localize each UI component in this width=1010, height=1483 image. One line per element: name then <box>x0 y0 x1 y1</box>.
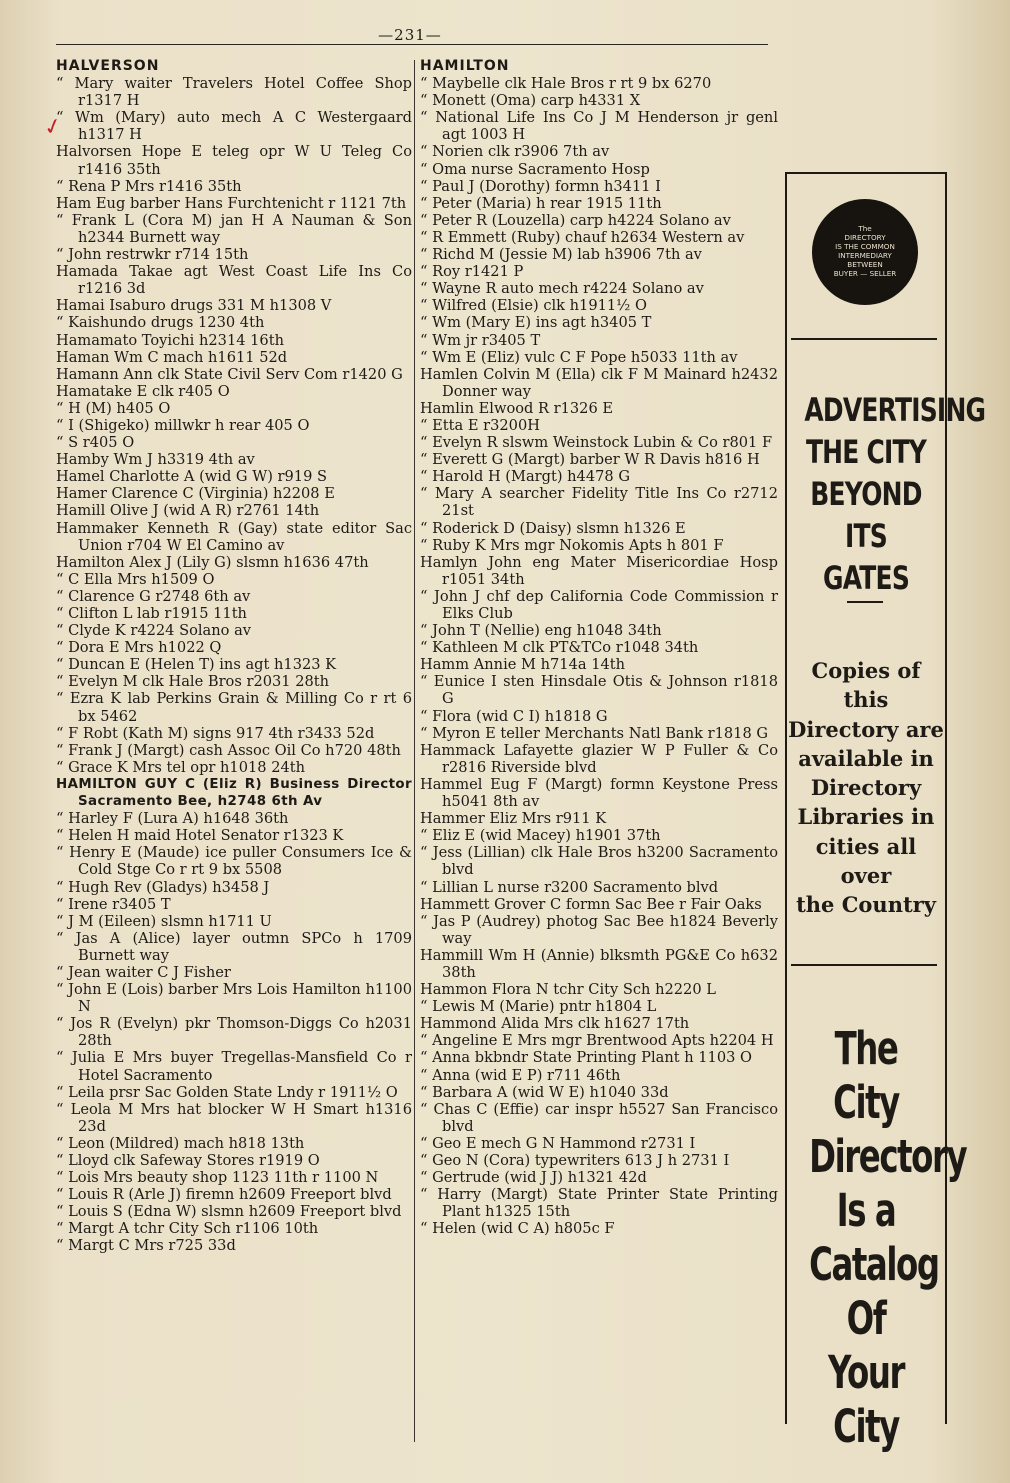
directory-entry: Hammond Alida Mrs clk h1627 17th <box>420 1015 690 1033</box>
directory-entry: Ham Eug barber Hans Furchtenicht r 1121 7th <box>56 194 407 212</box>
ad-line: BEYOND <box>810 475 922 513</box>
section-heading: HAMILTON <box>420 58 510 74</box>
directory-entry: “ Hugh Rev (Gladys) h3458 J <box>56 878 270 896</box>
directory-entry: “ Paul J (Dorothy) formn h3411 I <box>420 177 661 195</box>
directory-entry: Hamlin Elwood R r1326 E <box>420 399 614 417</box>
directory-entry: “ Anna (wid E P) r711 46th <box>420 1066 621 1084</box>
directory-entry: “ Duncan E (Helen T) ins agt h1323 K <box>56 656 337 674</box>
directory-entry: “ Grace K Mrs tel opr h1018 24th <box>56 758 306 776</box>
directory-entry: “ Jos R (Evelyn) pkr Thomson-Diggs Co h2031 28th <box>56 1015 412 1050</box>
directory-entry: “ Clarence G r2748 6th av <box>56 587 251 605</box>
directory-entry: “ Dora E Mrs h1022 Q <box>56 639 222 657</box>
directory-entry: “ Everett G (Margt) barber W R Davis h816 H <box>420 451 760 469</box>
directory-entry: “ Monett (Oma) carp h4331 X <box>420 92 641 110</box>
directory-entry: Hamatake E clk r405 O <box>56 382 230 400</box>
directory-entry: “ Norien clk r3906 7th av <box>420 143 610 161</box>
top-rule <box>56 44 768 45</box>
directory-entry: “ Jess (Lillian) clk Hale Bros h3200 Sacramento blvd <box>420 844 778 879</box>
directory-entry: “ Geo N (Cora) typewriters 613 J h 2731 I <box>420 1152 730 1169</box>
directory-entry: “ Gertrude (wid J J) h1321 42d <box>420 1169 647 1187</box>
directory-entry: “ National Life Ins Co J M Henderson jr genl agt 1003 H <box>420 109 778 144</box>
directory-entry: “ Margt A tchr City Sch r1106 10th <box>56 1220 319 1238</box>
directory-entry: “ Jas A (Alice) layer outmn SPCo h 1709 Burnett way <box>56 929 412 964</box>
ad-line: ITS GATES <box>822 517 910 597</box>
directory-entry: “ Peter (Maria) h rear 1915 11th <box>420 194 662 212</box>
directory-entry: “ John restrwkr r714 15th <box>56 246 249 264</box>
directory-entry: “ Clyde K r4224 Solano av <box>56 622 252 640</box>
directory-entry: “ Angeline E Mrs mgr Brentwood Apts h2204 H <box>420 1032 774 1050</box>
seal-line: IS THE COMMON <box>835 242 895 251</box>
directory-entry: Hamill Olive J (wid A R) r2761 14th <box>56 502 320 520</box>
directory-entry: “ J M (Eileen) slsmn h1711 U <box>56 912 272 930</box>
directory-entry: Hammack Lafayette glazier W P Fuller & Co r2816 Riverside blvd <box>420 741 778 776</box>
directory-entry: “ Frank J (Margt) cash Assoc Oil Co h720 48th <box>56 741 401 759</box>
directory-entry: “ John T (Nellie) eng h1048 34th <box>420 622 662 640</box>
section-heading: HALVERSON <box>56 58 160 74</box>
directory-entry: “ Lois Mrs beauty shop 1123 11th r 1100 N <box>56 1169 379 1187</box>
directory-entry: “ Irene r3405 T <box>56 895 171 913</box>
middle-column <box>420 58 778 1237</box>
directory-entry: “ Lillian L nurse r3200 Sacramento blvd <box>420 878 719 896</box>
ad-line: THE CITY <box>805 433 927 471</box>
seal-box <box>787 174 945 334</box>
ad-line: available in <box>798 745 934 771</box>
seal-line: BUYER — SELLER <box>833 269 897 278</box>
directory-entry: HAMILTON GUY C (Eliz R) Business Director Sacramento Bee, h2748 6th Av <box>56 776 412 810</box>
directory-entry: Hamai Isaburo drugs 331 M h1308 V <box>56 297 332 315</box>
directory-entry: “ Wm (Mary E) ins agt h3405 T <box>420 314 652 332</box>
directory-entry: “ I (Shigeko) millwkr h rear 405 O <box>56 416 310 434</box>
ad-line: over <box>840 863 892 889</box>
directory-entry: Haman Wm C mach h1611 52d <box>56 348 288 366</box>
directory-entry: “ Roy r1421 P <box>420 263 524 281</box>
directory-entry: “ Frank L (Cora M) jan H A Nauman & Son h2344 Burnett way <box>56 211 412 246</box>
short-rule <box>847 601 883 603</box>
directory-entry: “ Geo E mech G N Hammond r2731 I <box>420 1134 696 1152</box>
directory-entry: “ Harley F (Lura A) h1648 36th <box>56 810 289 828</box>
seal-text <box>823 224 907 278</box>
seal-line: The <box>858 224 872 233</box>
directory-entry: “ Harold H (Margt) h4478 G <box>420 468 630 486</box>
directory-entry: “ Eunice I sten Hinsdale Otis & Johnson r1818 G <box>420 673 778 708</box>
directory-entry: Hamby Wm J h3319 4th av <box>56 451 255 469</box>
ad-line: Libraries in <box>797 804 935 830</box>
directory-entry: “ Henry E (Maude) ice puller Consumers Ice & Cold Stge Co r rt 9 bx 5508 <box>56 844 412 879</box>
ad-copies-available <box>787 656 945 920</box>
directory-entry: Hamlyn John eng Mater Misericordiae Hosp r1051 34th <box>420 553 778 588</box>
directory-entry: “ Wayne R auto mech r4224 Solano av <box>420 280 704 298</box>
ad-line: ADVERTISING <box>804 391 986 429</box>
directory-entry: Halvorsen Hope E teleg opr W U Teleg Co r1416 35th <box>56 143 412 178</box>
directory-entry: Hammill Wm H (Annie) blksmth PG&E Co h632 38th <box>420 946 778 981</box>
directory-entry: “ Myron E teller Merchants Natl Bank r1818 G <box>420 724 769 742</box>
ad-line: Directory <box>809 1130 967 1183</box>
directory-entry: “ Oma nurse Sacramento Hosp <box>420 160 650 178</box>
directory-entry: “ Etta E r3200H <box>420 416 540 434</box>
directory-entry: “ Lewis M (Marie) pntr h1804 L <box>420 998 657 1016</box>
left-column <box>56 58 412 1255</box>
directory-entry: “ Louis R (Arle J) firemn h2609 Freeport blvd <box>56 1186 392 1204</box>
directory-entry: “ Louis S (Edna W) slsmn h2609 Freeport blvd <box>56 1203 402 1221</box>
directory-entry: Hamamato Toyichi h2314 16th <box>56 331 284 349</box>
directory-entry: “ R Emmett (Ruby) chauf h2634 Western av <box>420 228 745 246</box>
directory-entry: Hamel Charlotte A (wid G W) r919 S <box>56 468 328 486</box>
sidebar-rule <box>791 338 937 340</box>
advertising-sidebar <box>785 172 986 1453</box>
directory-entry: Hammer Eliz Mrs r911 K <box>420 810 607 828</box>
directory-entry: “ Mary A searcher Fidelity Title Ins Co r2712 21st <box>420 485 778 520</box>
directory-entry: “ Julia E Mrs buyer Tregellas-Mansfield Co r Hotel Sacramento <box>56 1049 412 1084</box>
directory-entry: “ Mary waiter Travelers Hotel Coffee Shop r1317 H <box>56 75 412 110</box>
ad-line: Catalog Of <box>809 1238 939 1345</box>
directory-entry: “ Margt C Mrs r725 33d <box>56 1237 236 1255</box>
ad-advertising-the-city <box>804 389 986 599</box>
directory-entry: “ John J chf dep California Code Commission r Elks Club <box>420 587 778 622</box>
directory-entry: Hamm Annie M h714a 14th <box>420 656 626 674</box>
ad-line: this <box>843 687 889 713</box>
directory-entry: Hammaker Kenneth R (Gay) state editor Sac Union r704 W El Camino av <box>56 519 412 554</box>
page-number: —231— <box>378 26 442 44</box>
directory-entry: “ Ezra K lab Perkins Grain & Milling Co r rt 6 bx 5462 <box>56 690 412 725</box>
ad-line: the Country <box>796 892 936 918</box>
seal-line: INTERMEDIARY <box>838 251 892 260</box>
directory-entry: “ Helen (wid C A) h805c F <box>420 1220 615 1238</box>
ad-line: cities all <box>815 833 917 859</box>
directory-entry: “ Helen H maid Hotel Senator r1323 K <box>56 827 344 845</box>
directory-entry: Hammett Grover C formn Sac Bee r Fair Oaks <box>420 895 762 913</box>
ad-line: Directory are <box>788 716 944 742</box>
seal-line: DIRECTORY <box>844 233 886 242</box>
ad-line: Directory <box>810 775 922 801</box>
ad-city-directory-catalog <box>809 1022 967 1454</box>
directory-entry: “ Anna bkbndr State Printing Plant h 1103 O <box>420 1049 753 1067</box>
directory-entry: “ Chas C (Effie) car inspr h5527 San Francisco blvd <box>420 1100 778 1135</box>
directory-entry: “ Leola M Mrs hat blocker W H Smart h1316 23d <box>56 1100 412 1135</box>
red-check-mark: ✓ <box>41 113 66 142</box>
directory-entry: “ Lloyd clk Safeway Stores r1919 O <box>56 1152 320 1169</box>
directory-entry: Hammon Flora N tchr City Sch h2220 L <box>420 981 716 999</box>
directory-entry: Hamer Clarence C (Virginia) h2208 E <box>56 485 335 503</box>
directory-entry: “ Leila prsr Sac Golden State Lndy r 1911½ O <box>56 1083 398 1101</box>
directory-entry: “ Wm E (Eliz) vulc C F Pope h5033 11th av <box>420 348 738 366</box>
directory-entry: “ Leon (Mildred) mach h818 13th <box>56 1134 305 1152</box>
ad-line: The City <box>833 1022 899 1129</box>
seal-line: BETWEEN <box>847 260 883 269</box>
directory-entry: “ Peter R (Louzella) carp h4224 Solano av <box>420 211 731 229</box>
directory-entry: “ Eliz E (wid Macey) h1901 37th <box>420 827 661 845</box>
directory-entry: Hamada Takae agt West Coast Life Ins Co r1216 3d <box>56 263 412 298</box>
directory-entry: Hamilton Alex J (Lily G) slsmn h1636 47th <box>56 553 369 571</box>
ad-line: Is a <box>836 1184 896 1237</box>
directory-entry: “ F Robt (Kath M) signs 917 4th r3433 52d <box>56 724 375 742</box>
directory-entry: “ Wilfred (Elsie) clk h1911½ O <box>420 297 647 315</box>
directory-entry: “ John E (Lois) barber Mrs Lois Hamilton h1100 N <box>56 981 412 1016</box>
directory-entry: “ Ruby K Mrs mgr Nokomis Apts h 801 F <box>420 536 724 554</box>
directory-entry: “ H (M) h405 O <box>56 399 171 417</box>
directory-entry: “ Kaishundo drugs 1230 4th <box>56 314 265 332</box>
directory-entry: Hamlen Colvin M (Ella) clk F M Mainard h2432 Donner way <box>420 365 778 400</box>
directory-entry: Hamann Ann clk State Civil Serv Com r1420 G <box>56 365 403 383</box>
sidebar-rule <box>791 964 937 966</box>
directory-entry: “ Richd M (Jessie M) lab h3906 7th av <box>420 246 702 264</box>
directory-entry: “ Maybelle clk Hale Bros r rt 9 bx 6270 <box>420 75 712 93</box>
directory-entry: Hammel Eug F (Margt) formn Keystone Press h5041 8th av <box>420 775 778 811</box>
directory-entry: “ Evelyn R slswm Weinstock Lubin & Co r801 F <box>420 434 773 452</box>
directory-entry: “ S r405 O <box>56 434 135 452</box>
ad-line: Your City <box>827 1346 905 1453</box>
column-divider <box>414 60 415 1442</box>
directory-seal <box>815 202 915 302</box>
directory-entry: “ Harry (Margt) State Printer State Printing Plant h1325 15th <box>420 1186 778 1221</box>
directory-entry: “ Wm jr r3405 T <box>420 331 541 349</box>
directory-entry: “ Wm (Mary) auto mech A C Westergaard h1317 H <box>56 109 412 144</box>
directory-entry: “ Roderick D (Daisy) slsmn h1326 E <box>420 519 686 537</box>
directory-entry: “ Kathleen M clk PT&TCo r1048 34th <box>420 639 699 657</box>
directory-entry: “ Rena P Mrs r1416 35th <box>56 177 242 195</box>
directory-entry: “ Clifton L lab r1915 11th <box>56 605 247 622</box>
directory-entry: “ Evelyn M clk Hale Bros r2031 28th <box>56 673 330 691</box>
directory-entry: “ Jas P (Audrey) photog Sac Bee h1824 Beverly way <box>420 912 778 947</box>
directory-entry: “ Barbara A (wid W E) h1040 33d <box>420 1083 669 1101</box>
directory-entry: “ C Ella Mrs h1509 O <box>56 570 215 588</box>
ad-line: Copies of <box>811 658 921 683</box>
directory-entry: “ Jean waiter C J Fisher <box>56 963 231 981</box>
directory-entry: “ Flora (wid C I) h1818 G <box>420 707 608 725</box>
